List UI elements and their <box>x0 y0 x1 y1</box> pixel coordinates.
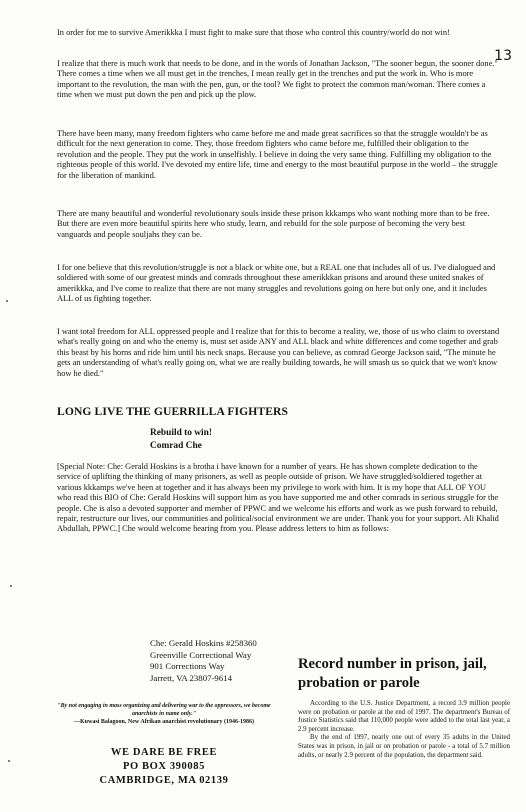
article-paragraph: According to the U.S. Justice Department, a record 3.9 million people were on probation or parole at the end of 1997. The department's Bureau of Justice Statistics said that 110,000 people were added to the total last year, a 2.9 percent increase. <box>298 700 510 733</box>
section-heading: LONG LIVE THE GUERRILLA FIGHTERS <box>57 405 289 418</box>
paragraph-text: In order for me to survive Amerikkka I must fight to make sure that those who control this country/world do not win! <box>57 28 450 37</box>
news-article <box>298 700 510 760</box>
paragraph-4 <box>57 209 501 240</box>
news-headline: Record number in prison, jail, probation or parole <box>298 656 487 691</box>
mailing-address <box>150 638 257 684</box>
page-number: 13 <box>494 48 512 64</box>
speck <box>8 760 10 762</box>
publisher-line: PO BOX 390085 <box>123 761 205 772</box>
address-line: Jarrett, VA 23807-9614 <box>150 672 233 683</box>
paragraph-2 <box>57 59 501 101</box>
quote-attribution: —Kuwasi Balagoon, New Afrikan anarchist revolutionary (1946-1986) <box>74 719 254 725</box>
special-note-text: [Special Note: Che: Gerald Hoskins is a brotha i have known for a number of years. He has shown complete dedication to the service of uplifting the thinking of many prisoners, as well as people outside of prison. We have struggled/soldiered together at various kkkamps we've been at together and it has always been my privilege to work with him. It is my hope that ALL OF YOU who read this BIO of Che: Gerald Hoskins will support him as you have supported me and other comrads in serious struggle for the people. Che is also a devoted supporter and member of PPWC and we welcome his efforts and work as we push forward to rebuild, repair, restructure our lives, our communities and political/social environment we are under. Thank you for your support. Ali Khalid Abdullah, PPWC.] Che would welcome hearing from you. Please address letters to him as follows: <box>57 462 499 534</box>
speck <box>6 300 8 302</box>
speck <box>10 585 12 587</box>
paragraph-5 <box>57 263 501 305</box>
publisher-line: WE DARE BE FREE <box>110 747 218 758</box>
paragraph-text: I realize that there is much work that needs to be done, and in the words of Jonathan Jackson, "The sooner begun, the sooner done." There comes a time when we all must get in the trenches, I mean really get in the trenches and put the work in. Who is more important to the revolution, the man with the pen, gun, or the tool? We fight to protect the common man/woman. There comes a time when we must put down the pen and pick up the plow. <box>57 59 498 100</box>
pull-quote <box>57 702 271 726</box>
paragraph-text: There are many beautiful and wonderful revolutionary souls inside these prison kkkamps who want nothing more than to be free. But there are even more beautiful spirits here who study, learn, and rebuild for the sole purpose of becoming the very best vanguards and people souljahs they can be. <box>57 209 490 239</box>
address-line: Che: Gerald Hoskins #258360 <box>150 638 257 648</box>
address-line: Greenville Correctional Way <box>150 649 252 660</box>
paragraph-6 <box>57 327 501 379</box>
publisher-line: CAMBRIDGE, MA 02139 <box>99 775 229 786</box>
article-paragraph: By the end of 1997, nearly one out of every 35 adults in the United States was in prison, in jail or on probation or parole - a total of 5.7 million adults, or nearly 2.9 percent of the population, the department said. <box>298 734 510 759</box>
paragraph-text: I for one believe that this revolution/struggle is not a black or white one, but a REAL one that includes all of us. I've dialogued and soldiered with some of our greatest minds and comrads throughout these amerikkkan prisons and around these united snakes of amerikkka, and I've come to realize that there are not many struggles and revolutions going on here but only one, and it includes ALL of us fighting together. <box>57 263 496 304</box>
quote-text: "By not engaging in mass organizing and delivering war to the oppressors, we become anarchists in name only." <box>57 703 271 717</box>
address-line: 901 Corrections Way <box>150 661 225 672</box>
special-note <box>57 462 501 535</box>
closing-line: Rebuild to win! <box>150 428 212 438</box>
paragraph-1 <box>57 28 501 38</box>
publisher-address <box>57 746 271 788</box>
paragraph-3 <box>57 129 501 181</box>
paragraph-text: There have been many, many freedom fighters who came before me and made great sacrifices so that the struggle wouldn't be as difficult for the next generation to come. They, those freedom fighters who came before me, fulfilled their obligation to the revolution and the people. They put the work in unselfishly. I believe in doing the very same thing. Fulfilling my obligation to the righteous people of this world. I've devoted my entire life, time and energy to the most beautiful purpose in the world – the struggle for the liberation of mankind. <box>57 129 498 180</box>
signature: Comrad Che <box>150 441 202 451</box>
paragraph-text: I want total freedom for ALL oppressed people and I realize that for this to become a reality, we, those of us who claim to overstand what's really going on and who the enemy is, must set aside ANY and ALL black and white differences and come together and grab this beast by his horns and ride him until his neck snaps. Because you can believe, as comrad George Jackson said, "The minute he gets an understanding of what's really going on, what we are really building towards, he will smash us so quick that we won't know how he died." <box>57 327 500 378</box>
